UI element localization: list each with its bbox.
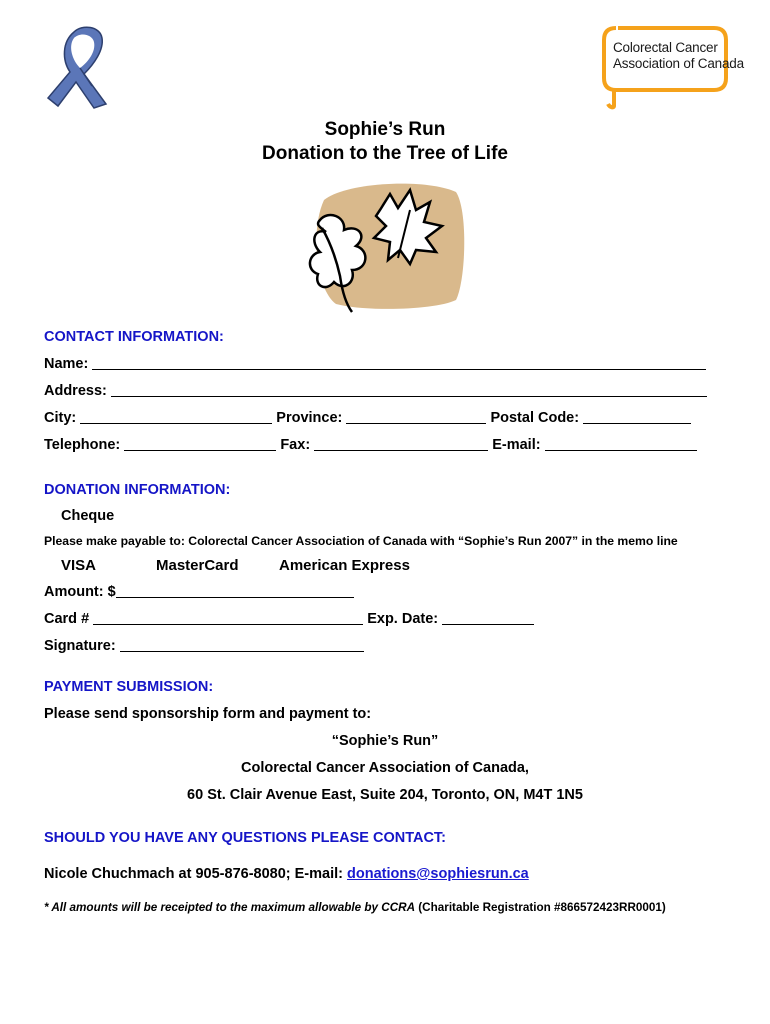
page-subtitle: Donation to the Tree of Life [262,143,508,164]
signature-row [44,638,364,654]
exp-date-field[interactable] [442,611,534,625]
card-number-field[interactable] [93,611,363,625]
address-row [44,383,707,399]
contact-heading: CONTACT INFORMATION: [44,329,224,345]
contact-person-row [44,866,529,882]
page-title: Sophie’s Run [324,119,446,140]
postal-code-label: Postal Code: [490,410,580,426]
fax-field[interactable] [314,437,488,451]
submission-address-line-3: 60 St. Clair Avenue East, Suite 204, Toronto, ON, M4T 1N5 [187,787,583,803]
american-express-option[interactable]: American Express [279,557,410,574]
charitable-registration: (Charitable Registration #866572423RR0001) [415,901,666,914]
amount-row [44,584,354,600]
telephone-row [44,437,697,453]
email-label: E-mail: [492,437,541,453]
receipt-note [44,901,666,914]
donation-heading: DONATION INFORMATION: [44,482,231,498]
questions-heading: SHOULD YOU HAVE ANY QUESTIONS PLEASE CONTACT: [44,830,447,846]
signature-field[interactable] [120,638,364,652]
province-label: Province: [276,410,343,426]
receipt-note-italic: * All amounts will be receipted to the maximum allowable by CCRA [44,901,416,914]
payable-note: Please make payable to: Colorectal Cancer Association of Canada with “Sophie’s Run 2007” in the memo line [44,534,678,548]
city-field[interactable] [80,410,272,424]
telephone-label: Telephone: [44,437,121,453]
contact-email-link[interactable]: donations@sophiesrun.ca [347,866,529,882]
submission-heading: PAYMENT SUBMISSION: [44,679,214,695]
visa-option[interactable]: VISA [61,557,97,574]
contact-person-text: Nicole Chuchmach at 905-876-8080; E-mail: [44,866,348,882]
submission-address-line-1: “Sophie’s Run” [331,733,439,749]
email-field[interactable] [545,437,697,451]
name-label: Name: [44,356,89,372]
exp-date-label: Exp. Date: [367,611,439,627]
awareness-ribbon-icon [44,24,116,110]
mastercard-option[interactable]: MasterCard [156,557,239,574]
address-field[interactable] [111,383,707,397]
city-row [44,410,691,426]
telephone-field[interactable] [124,437,276,451]
postal-code-field[interactable] [583,410,691,424]
organization-logo [596,20,744,112]
name-field[interactable] [92,356,706,370]
submission-instruction: Please send sponsorship form and payment to: [44,706,372,722]
logo-line-2: Association of Canada [613,56,744,71]
fax-label: Fax: [280,437,311,453]
card-row [44,611,534,627]
address-label: Address: [44,383,107,399]
submission-address-line-2: Colorectal Cancer Association of Canada, [241,760,529,776]
card-number-label: Card # [44,611,90,627]
autumn-leaves-icon [306,180,468,322]
signature-label: Signature: [44,638,116,654]
name-row [44,356,706,372]
amount-label: Amount: $ [44,584,116,600]
logo-line-1: Colorectal Cancer [613,40,718,55]
city-label: City: [44,410,77,426]
amount-field[interactable] [116,584,354,598]
province-field[interactable] [346,410,486,424]
cheque-option[interactable]: Cheque [61,508,115,524]
